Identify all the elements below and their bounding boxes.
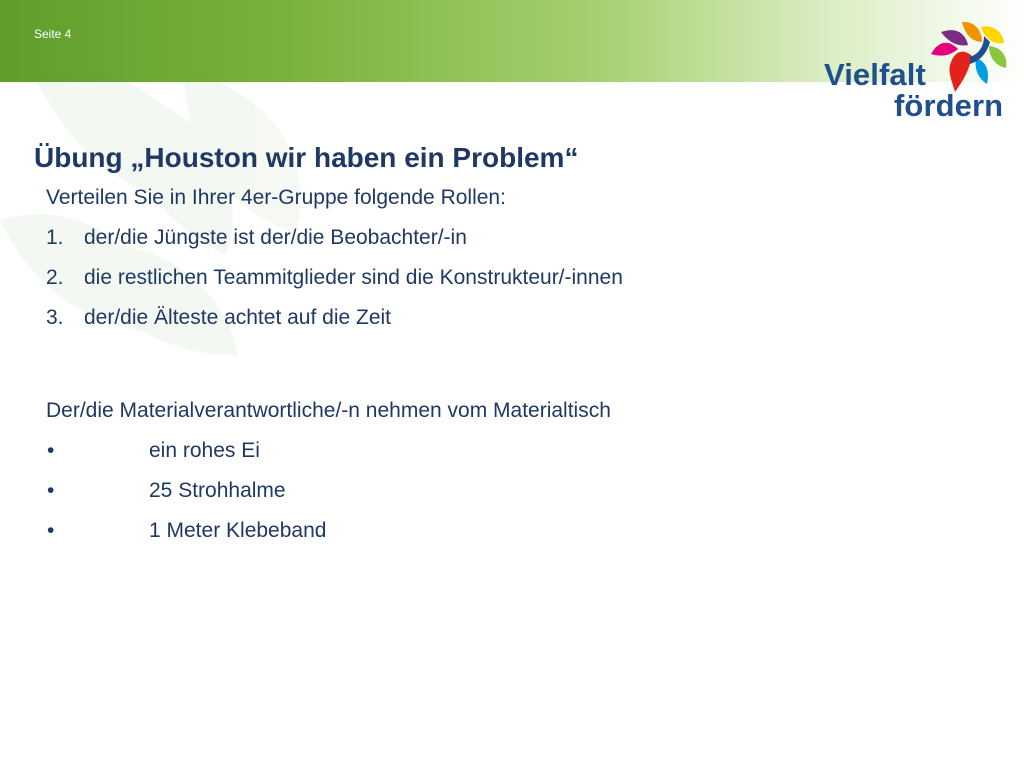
role-text: der/die Jüngste ist der/die Beobachter/-in	[84, 226, 467, 249]
role-number: 2.	[46, 266, 64, 289]
role-list-item	[46, 258, 806, 298]
roles-intro: Verteilen Sie in Ihrer 4er-Gruppe folgende Rollen:	[46, 186, 506, 209]
material-list-item	[46, 511, 806, 551]
role-text: der/die Älteste achtet auf die Zeit	[84, 306, 392, 329]
bullet-marker: •	[47, 519, 55, 542]
material-list-item	[46, 431, 806, 471]
material-text: ein rohes Ei	[149, 439, 260, 462]
slide-number: Seite 4	[34, 27, 72, 41]
role-text: die restlichen Teammitglieder sind die Konstrukteur/-innen	[84, 266, 623, 289]
material-text: 25 Strohhalme	[149, 479, 286, 502]
material-list-item	[46, 471, 806, 511]
section-spacer	[46, 338, 806, 391]
logo-text-line1: Vielfalt	[824, 57, 926, 92]
materials-intro: Der/die Materialverantwortliche/-n nehmen vom Materialtisch	[46, 399, 611, 422]
material-text: 1 Meter Klebeband	[149, 519, 327, 542]
slide-content	[46, 178, 806, 551]
role-list-item	[46, 218, 806, 258]
role-number: 1.	[46, 226, 64, 249]
slide-title: Übung „Houston wir haben ein Problem“	[34, 141, 579, 173]
logo-text-line2: fördern	[894, 88, 1004, 123]
bullet-marker: •	[47, 439, 55, 462]
bullet-marker: •	[47, 479, 55, 502]
role-number: 3.	[46, 306, 64, 329]
role-list-item	[46, 298, 806, 338]
vielfalt-foerdern-logo	[818, 14, 1008, 124]
